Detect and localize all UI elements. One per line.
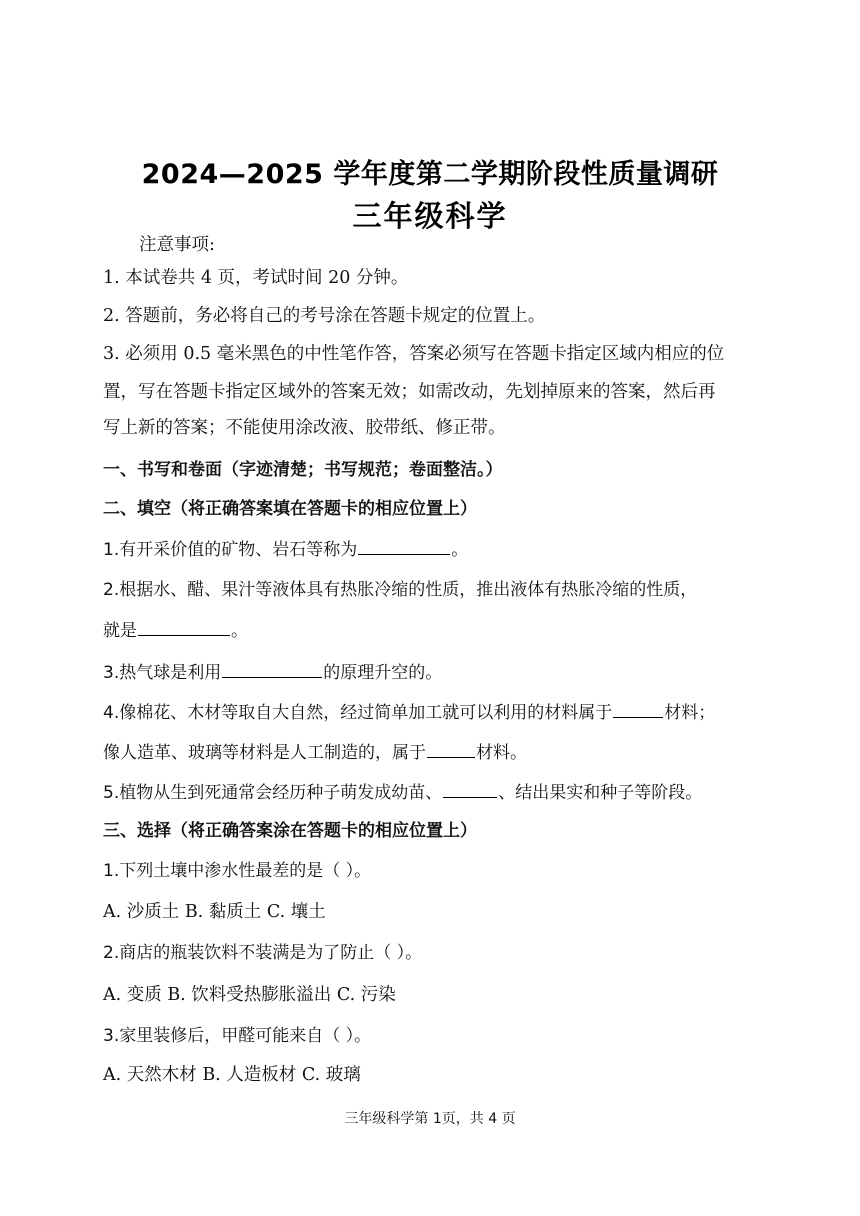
fill-question-2: 2.根据水、醋、果汁等液体具有热胀冷缩的性质，推出液体有热胀冷缩的性质， [103,580,698,600]
fill-q4-text: 4.像棉花、木材等取自大自然，经过简单加工就可以利用的材料属于 [103,703,613,723]
notice-item-3: 3. 必须用 0.5 毫米黑色的中性笔作答，答案必须写在答题卡指定区域内相应的位 [103,344,725,364]
fill-q1-text: 1.有开采价值的矿物、岩石等称为 [103,540,358,560]
fill-q4-text-2: 像人造革、玻璃等材料是人工制造的，属于 [103,743,426,763]
answer-blank [427,740,475,758]
answer-blank [222,660,322,678]
section-heading-fill: 二、填空（将正确答案填在答题卡的相应位置上） [103,499,477,519]
notice-item-3-cont: 置，写在答题卡指定区域外的答案无效；如需改动，先划掉原来的答案，然后再 [103,382,716,402]
fill-question-4 [103,700,715,725]
fill-q3-text: 3.热气球是利用 [103,663,222,683]
fill-q5-end: 、结出果实和种子等阶段。 [498,783,703,803]
exam-title: 2024—2025 学年度第二学期阶段性质量调研 [141,159,719,190]
choice-options-2: A. 变质 B. 饮料受热膨胀溢出 C. 污染 [103,985,396,1005]
notice-heading: 注意事项: [139,235,215,255]
section-heading-choice: 三、选择（将正确答案涂在答题卡的相应位置上） [103,821,477,841]
notice-item-3-cont2: 写上新的答案；不能使用涂改液、胶带纸、修正带。 [103,418,506,438]
fill-question-1 [103,537,468,562]
choice-options-3: A. 天然木材 B. 人造板材 C. 玻璃 [103,1065,361,1085]
choice-question-2: 2.商店的瓶装饮料不装满是为了防止（ ）。 [103,943,423,963]
fill-q4-mid: 材料； [664,703,716,723]
fill-q2-end: 。 [231,621,248,641]
fill-question-4-cont [103,740,527,765]
answer-blank [138,618,230,636]
exam-subtitle: 三年级科学 [352,199,508,233]
page-footer: 三年级科学第 1页，共 4 页 [344,1111,516,1127]
answer-blank [358,537,450,555]
fill-q2-text: 就是 [103,621,137,641]
notice-item-2: 2. 答题前，务必将自己的考号涂在答题卡规定的位置上。 [103,306,546,326]
fill-q4-end: 材料。 [476,743,527,763]
fill-q3-end: 的原理升空的。 [323,663,443,683]
section-heading-writing: 一、书写和卷面（字迹清楚；书写规范；卷面整洁。） [103,460,503,480]
fill-question-2-cont [103,618,248,643]
fill-q5-text: 5.植物从生到死通常会经历种子萌发成幼苗、 [103,783,443,803]
fill-question-5 [103,780,702,805]
choice-question-3: 3.家里装修后，甲醛可能来自（ ）。 [103,1026,372,1046]
fill-question-3 [103,660,442,685]
choice-options-1: A. 沙质土 B. 黏质土 C. 壤土 [103,902,326,922]
fill-q1-end: 。 [451,540,469,560]
answer-blank [443,780,497,798]
choice-question-1: 1.下列土壤中渗水性最差的是（ ）。 [103,861,372,881]
answer-blank [613,700,663,718]
notice-item-1: 1. 本试卷共 4 页，考试时间 20 分钟。 [103,268,409,288]
